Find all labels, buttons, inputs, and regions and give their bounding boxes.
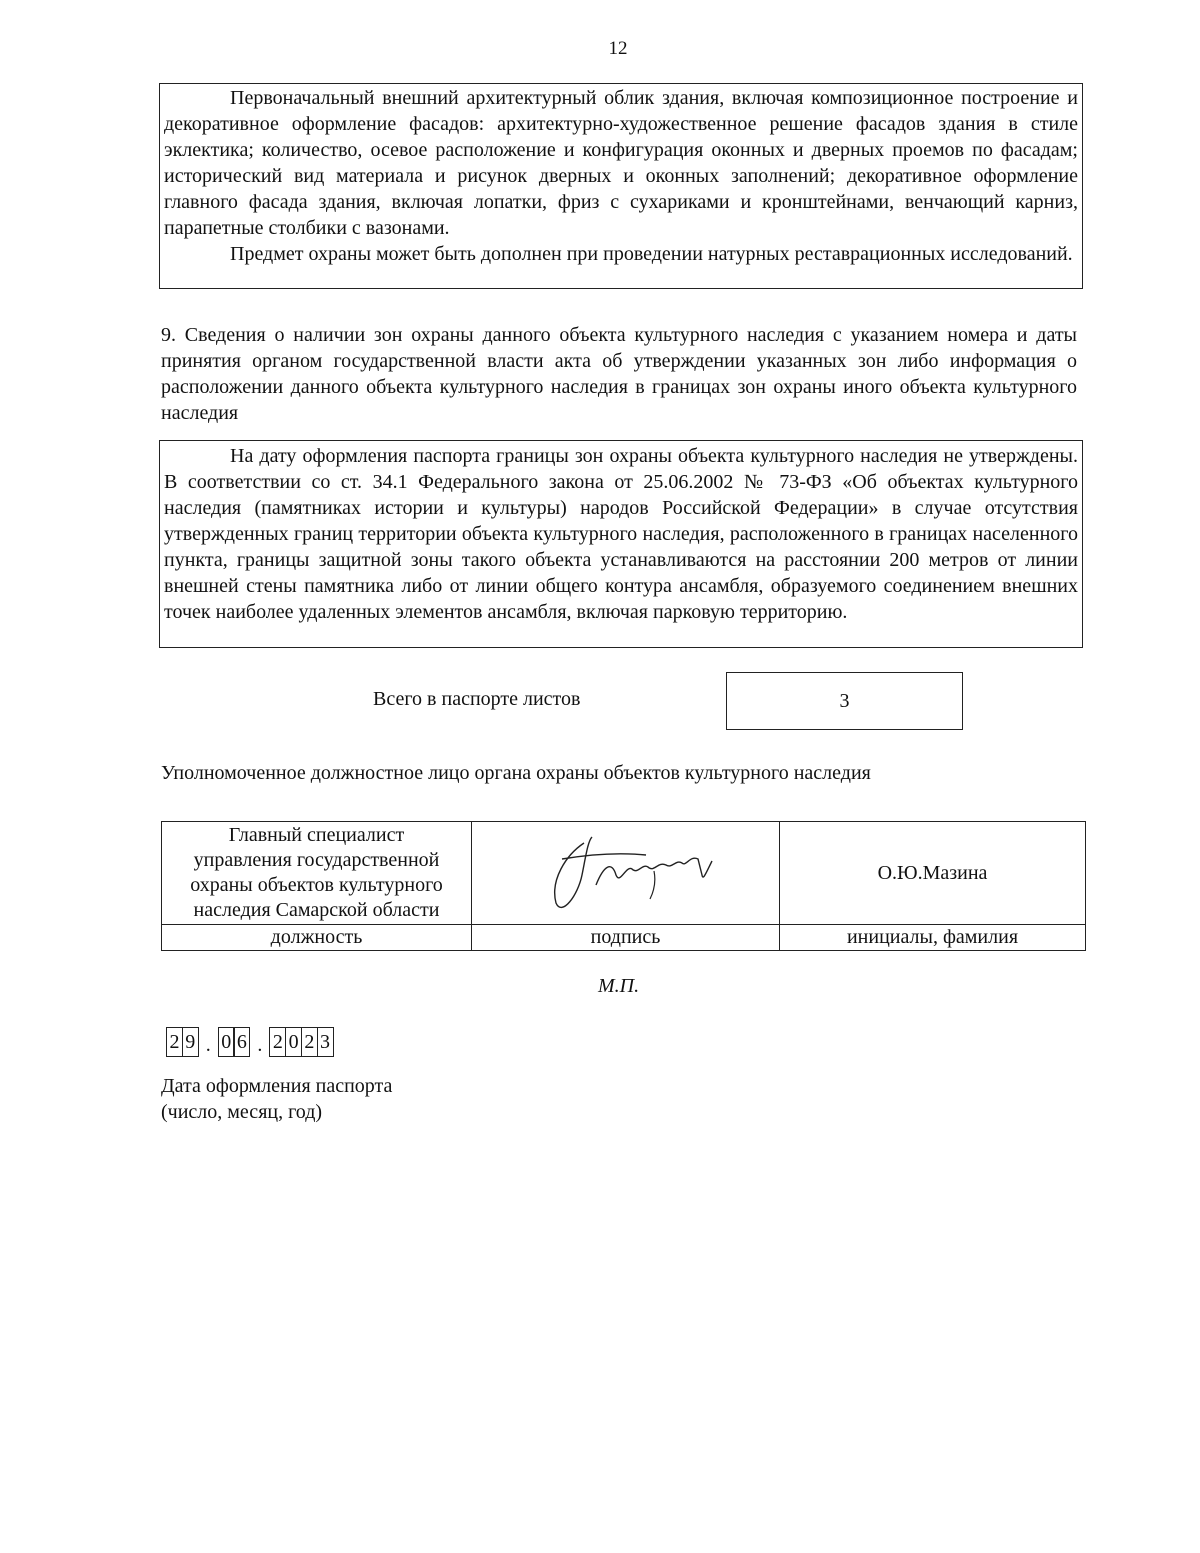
date-digit: 0 <box>218 1027 235 1057</box>
official-heading: Уполномоченное должностное лицо органа охраны объектов культурного наследия <box>161 762 871 784</box>
signature-table-row <box>162 822 1086 925</box>
position-line: Главный специалист <box>228 824 405 846</box>
position-line: охраны объектов культурного <box>190 874 443 896</box>
protection-subject-paragraph: Первоначальный внешний архитектурный облик здания, включая композиционное построение и декоративное оформление фасадов: архитектурно-художественное решение фасадов здания в стиле эклектика; количество, осевое расположение и конфигурация оконных и дверных проемов по фасадам; исторический вид материала и рисунок дверных и оконных заполнений; декоративное оформление главного фасада здания, включая лопатки, фриз с сухариками и кронштейнами, венчающий карниз, парапетные столбики с вазонами. <box>164 87 1078 239</box>
protection-subject-box <box>159 83 1083 289</box>
protection-zones-text: На дату оформления паспорта границы зон охраны объекта культурного наследия не утверждены. В соответствии со ст. 34.1 Федерального закона от 25.06.2002 № 73-ФЗ «Об объектах культурного наследия (памятниках истории и культуры) народов Российской Федерации» в случае отсутствия утвержденных границ территории объекта культурного наследия, расположенного в границах населенного пункта, границы защитной зоны такого объекта устанавливаются на расстоянии 200 метров от линии внешней стены памятника либо от линии общего контура ансамбля, образуемого соединением внешних точек наиболее удаленных элементов ансамбля, включая парковую территорию. <box>164 445 1078 623</box>
date-caption-hint: (число, месяц, год) <box>161 1101 323 1123</box>
date-digit: 3 <box>317 1027 334 1057</box>
official-name: О.Ю.Мазина <box>877 861 988 884</box>
date-digit: 2 <box>301 1027 318 1057</box>
sheets-count-value: 3 <box>839 689 850 712</box>
handwritten-signature <box>526 825 726 915</box>
date-day <box>166 1027 199 1057</box>
name-label: инициалы, фамилия <box>780 925 1086 951</box>
stamp-mark: М.П. <box>598 975 640 997</box>
date-caption-line: Дата оформления паспорта <box>161 1075 393 1097</box>
protection-zones-box <box>159 440 1083 648</box>
sheets-count-box <box>726 672 963 730</box>
date-month <box>218 1027 251 1057</box>
signature-table <box>161 821 1086 951</box>
signature-labels-row <box>162 925 1086 951</box>
date-separator: . <box>205 1033 211 1056</box>
date-digit: 9 <box>182 1027 199 1057</box>
position-line: управления государственной <box>193 849 440 871</box>
date-year <box>269 1027 333 1057</box>
date-digit: 6 <box>233 1027 250 1057</box>
date-digit: 2 <box>269 1027 286 1057</box>
section-9-heading-text: 9. Сведения о наличии зон охраны данного объекта культурного наследия с указанием номера и даты принятия органом государственной власти акта об утверждении указанных зон либо информация о расположении данного объекта культурного наследия в границах зон охраны иного объекта культурного наследия <box>161 324 1077 424</box>
name-cell <box>780 822 1086 925</box>
date-digit: 0 <box>285 1027 302 1057</box>
protection-subject-note: Предмет охраны может быть дополнен при проведении натурных реставрационных исследований. <box>230 243 1073 265</box>
position-cell <box>162 822 472 925</box>
position-label: должность <box>162 925 472 951</box>
signature-cell <box>472 822 780 925</box>
date-separator: . <box>257 1033 263 1056</box>
position-line: наследия Самарской области <box>193 899 440 921</box>
signature-label: подпись <box>472 925 780 951</box>
date-digit: 2 <box>166 1027 183 1057</box>
date-caption <box>161 1073 392 1125</box>
sheets-count-label: Всего в паспорте листов <box>373 688 581 710</box>
page-number: 12 <box>608 38 628 59</box>
issue-date <box>166 1027 334 1057</box>
section-9-heading <box>161 322 1077 426</box>
